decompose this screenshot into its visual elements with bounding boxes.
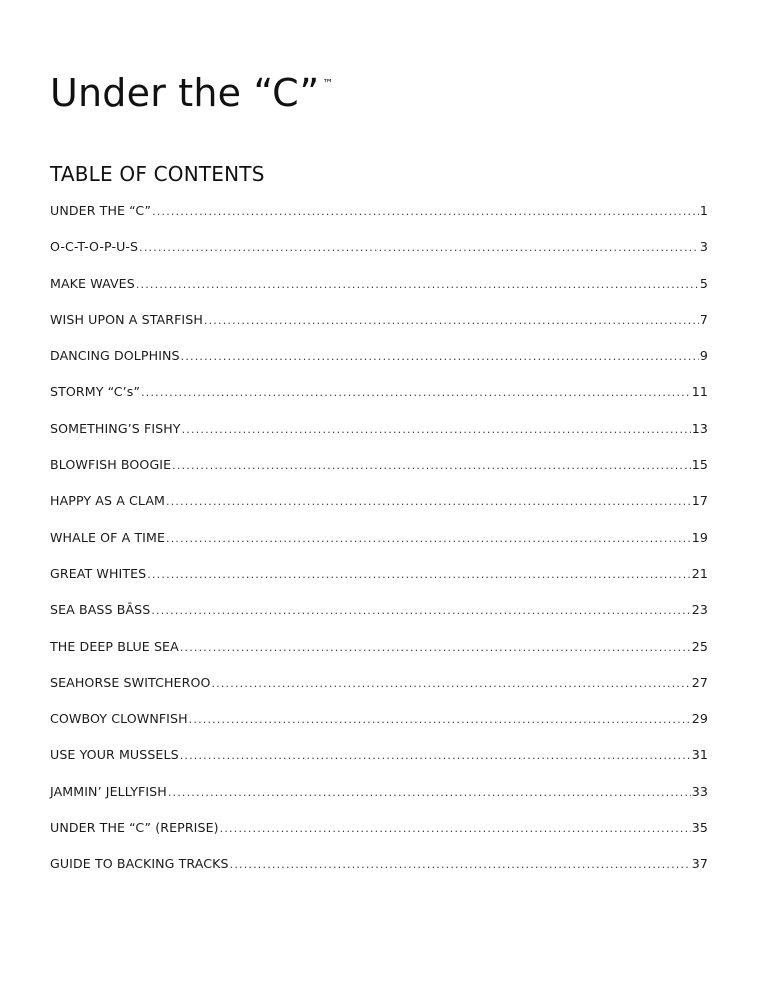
- dot-leader: [180, 641, 691, 654]
- toc-entry-page-number: 15: [691, 457, 708, 473]
- dot-leader: [168, 786, 691, 799]
- toc-entry-title: O-C-T-O-P-U-S: [50, 239, 139, 255]
- toc-entry-page-number: 33: [691, 783, 708, 799]
- toc-entry-title: GREAT WHITES: [50, 565, 147, 581]
- toc-entry-page-number: 29: [691, 711, 708, 727]
- toc-entry-title: DANCING DOLPHINS: [50, 348, 180, 364]
- toc-entry[interactable]: [50, 711, 708, 747]
- trademark-symbol: ™: [322, 77, 334, 91]
- dot-leader: [182, 423, 691, 436]
- toc-entry-title: BLOWFISH BOOGIE: [50, 457, 172, 473]
- toc-entry-title: USE YOUR MUSSELS: [50, 747, 179, 763]
- toc-entry-title: UNDER THE “C”: [50, 203, 152, 218]
- dot-leader: [136, 278, 699, 291]
- toc-entry-title: COWBOY CLOWNFISH: [50, 711, 188, 727]
- toc-entry-page-number: 13: [691, 420, 708, 436]
- toc-entry-page-number: 7: [699, 311, 708, 327]
- toc-entry-title: UNDER THE “C” (REPRISE): [50, 820, 219, 836]
- toc-entry-title: JAMMIN’ JELLYFISH: [50, 783, 167, 799]
- dot-leader: [139, 241, 699, 254]
- toc-entry-page-number: 35: [691, 820, 708, 836]
- dot-leader: [151, 604, 690, 617]
- toc-entry[interactable]: [50, 820, 708, 856]
- toc-entry-page-number: 23: [691, 602, 708, 618]
- toc-entry-page-number: 9: [699, 348, 708, 364]
- toc-entry[interactable]: [50, 566, 708, 602]
- toc-entry[interactable]: [50, 384, 708, 420]
- toc-entry-page-number: 27: [691, 674, 708, 690]
- dot-leader: [211, 677, 690, 690]
- toc-entry[interactable]: [50, 675, 708, 711]
- toc-entry-page-number: 37: [691, 856, 708, 872]
- toc-entry-title: MAKE WAVES: [50, 275, 135, 291]
- dot-leader: [181, 350, 699, 363]
- dot-leader: [147, 568, 690, 581]
- toc-entry-page-number: 25: [691, 638, 708, 654]
- toc-entry-title: SEAHORSE SWITCHEROO: [50, 674, 211, 690]
- toc-entry[interactable]: [50, 602, 708, 638]
- dot-leader: [166, 495, 691, 508]
- toc-entry-title: SEA BASS BĀSS: [50, 602, 151, 618]
- toc-entry-page-number: 19: [691, 529, 708, 545]
- toc-entry-page-number: 1: [699, 203, 708, 218]
- toc-entry[interactable]: [50, 747, 708, 783]
- toc-entry-page-number: 3: [699, 239, 708, 255]
- toc-entry[interactable]: [50, 312, 708, 348]
- toc-entry-page-number: 11: [691, 384, 708, 400]
- toc-entry-title: THE DEEP BLUE SEA: [50, 638, 179, 654]
- toc-heading: TABLE OF CONTENTS: [50, 161, 265, 186]
- toc-entry-page-number: 21: [691, 565, 708, 581]
- toc-entry[interactable]: [50, 530, 708, 566]
- table-of-contents: [50, 203, 708, 893]
- document-title-text: Under the “C”: [50, 71, 320, 116]
- toc-entry[interactable]: [50, 203, 708, 239]
- toc-entry[interactable]: [50, 639, 708, 675]
- toc-entry[interactable]: [50, 276, 708, 312]
- toc-entry[interactable]: [50, 457, 708, 493]
- dot-leader: [141, 386, 691, 399]
- toc-entry-title: HAPPY AS A CLAM: [50, 493, 166, 509]
- dot-leader: [152, 205, 699, 218]
- toc-entry[interactable]: [50, 239, 708, 275]
- toc-entry-page-number: 5: [699, 275, 708, 291]
- dot-leader: [166, 532, 691, 545]
- toc-entry-title: GUIDE TO BACKING TRACKS: [50, 856, 229, 872]
- dot-leader: [204, 314, 699, 327]
- toc-entry-page-number: 31: [691, 747, 708, 763]
- toc-entry-title: SOMETHING’S FISHY: [50, 420, 181, 436]
- dot-leader: [180, 749, 691, 762]
- toc-entry-title: WHALE OF A TIME: [50, 529, 166, 545]
- toc-entry[interactable]: [50, 493, 708, 529]
- dot-leader: [189, 713, 691, 726]
- dot-leader: [230, 858, 691, 871]
- document-title: [50, 71, 334, 115]
- toc-entry[interactable]: [50, 421, 708, 457]
- toc-entry-page-number: 17: [691, 493, 708, 509]
- toc-entry-title: STORMY “C’s”: [50, 384, 141, 400]
- toc-entry[interactable]: [50, 348, 708, 384]
- toc-entry[interactable]: [50, 784, 708, 820]
- dot-leader: [220, 822, 691, 835]
- dot-leader: [172, 459, 691, 472]
- toc-entry-title: WISH UPON A STARFISH: [50, 311, 203, 327]
- toc-entry[interactable]: [50, 856, 708, 892]
